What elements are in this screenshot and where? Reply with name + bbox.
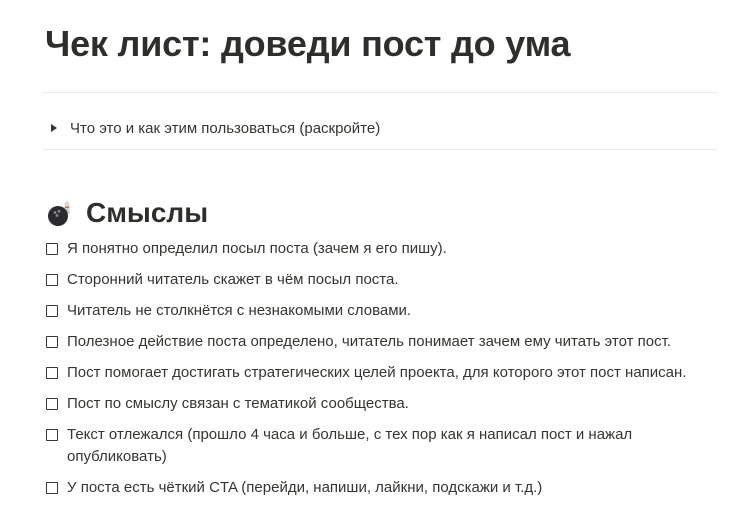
todo-label: Сторонний читатель скажет в чём посыл поста. <box>67 271 399 288</box>
section-heading-text: Смыслы <box>86 197 209 228</box>
todo-item <box>46 300 736 322</box>
section-heading <box>44 193 208 233</box>
todo-item <box>46 238 736 260</box>
todo-label: Я понятно определил посыл поста (зачем я его пишу). <box>67 240 447 257</box>
todo-item <box>46 362 736 384</box>
todo-list <box>46 238 736 508</box>
todo-item <box>46 393 736 415</box>
todo-label: Читатель не столкнётся с незнакомыми словами. <box>67 302 412 319</box>
todo-item <box>46 477 736 499</box>
checkbox[interactable] <box>46 482 58 494</box>
todo-label: Пост помогает достигать стратегических целей проекта, для которого этот пост написан. <box>67 364 687 381</box>
checkbox[interactable] <box>46 336 58 348</box>
toggle-divider <box>42 149 718 150</box>
checkbox[interactable] <box>46 243 58 255</box>
checkbox[interactable] <box>46 274 58 286</box>
todo-item <box>46 424 736 468</box>
triangle-right-icon[interactable] <box>44 118 64 138</box>
todo-label: Полезное действие поста определено, читатель понимает зачем ему читать этот пост. <box>67 333 671 350</box>
todo-label: У поста есть чёткий CTA (перейди, напиши, лайкни, подскажи и т.д.) <box>67 479 543 496</box>
checkbox[interactable] <box>46 305 58 317</box>
checkbox[interactable] <box>46 367 58 379</box>
todo-item <box>46 331 736 353</box>
checkbox[interactable] <box>46 398 58 410</box>
bowling-icon <box>44 197 76 229</box>
checkbox[interactable] <box>46 429 58 441</box>
todo-label: Текст отлежался (прошло 4 часа и больше, с тех пор как я написал пост и нажал опубликовать) <box>67 426 633 465</box>
toggle-block[interactable] <box>44 116 380 140</box>
page-title: Чек лист: доведи пост до ума <box>45 23 571 64</box>
todo-item <box>46 269 736 291</box>
toggle-label[interactable]: Что это и как этим пользоваться (раскройте) <box>70 119 381 137</box>
title-divider <box>42 92 718 93</box>
todo-label: Пост по смыслу связан с тематикой сообщества. <box>67 395 409 412</box>
